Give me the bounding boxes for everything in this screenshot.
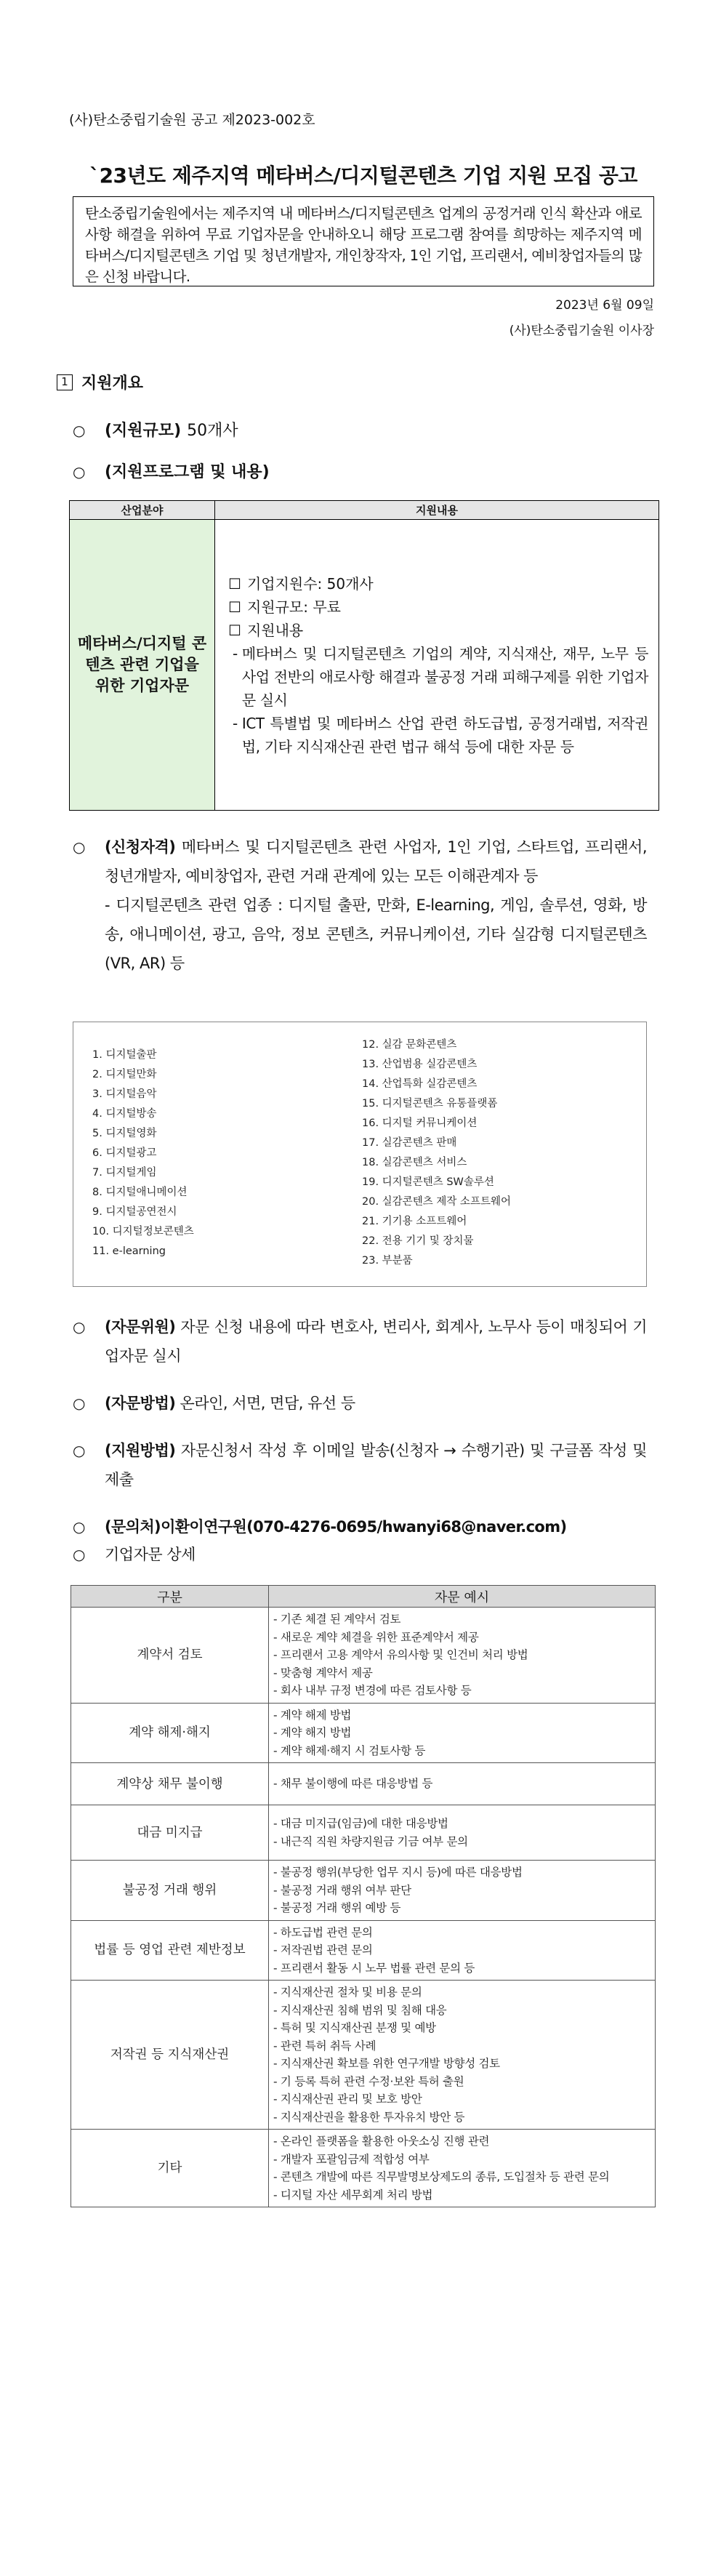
example-line: - 불공정 거래 행위 예방 등	[273, 1901, 401, 1914]
example-line: - 대금 미지급(임금)에 대한 대응방법	[273, 1817, 448, 1830]
list-item: 17. 실감콘텐츠 판매	[362, 1137, 457, 1149]
intro-box	[73, 196, 654, 286]
example-line: - 내근직 직원 차량지원금 기금 여부 문의	[273, 1834, 468, 1848]
bullet-icon: ○	[73, 838, 85, 856]
example-line: - 계약 해제 방법	[273, 1708, 352, 1722]
bullet-icon: ○	[73, 422, 86, 439]
contact-text: 이환이연구원(070-4276-0695/hwanyi68@naver.com)	[161, 1518, 567, 1536]
advisors-label: (자문위원)	[105, 1318, 176, 1336]
contact-block	[73, 1512, 669, 1541]
program-table-header-content: 지원내용	[215, 501, 659, 520]
apply-label: (지원방법)	[105, 1442, 176, 1459]
page-title: `23년도 제주지역 메타버스/디지털콘텐츠 기업 지원 모집 공고	[89, 164, 637, 188]
row-category: 대금 미지급	[71, 1805, 269, 1861]
example-line: - 지식재산권 절차 및 비용 문의	[273, 1986, 422, 1999]
example-line: - 온라인 플랫폼을 활용한 아웃소싱 진행 관련	[273, 2135, 490, 2148]
industry-list-right	[362, 1035, 632, 1279]
list-item: 20. 실감콘텐츠 제작 소프트웨어	[362, 1196, 511, 1208]
program-table-header-field: 산업분야	[70, 501, 215, 520]
list-item: 14. 산업특화 실감콘텐츠	[362, 1078, 478, 1090]
eligibility-label: (신청자격)	[105, 838, 176, 856]
detail-table	[71, 1585, 656, 2207]
example-line: - 지식재산권 관리 및 보호 방안	[273, 2093, 422, 2106]
program-item-text: 지원규모: 무료	[246, 598, 341, 616]
list-item: 1. 디지털출판	[92, 1049, 157, 1061]
row-category: 계약서 검토	[71, 1608, 269, 1704]
program-field-cell	[70, 520, 215, 811]
row-examples	[269, 1805, 656, 1861]
table-row	[71, 2130, 656, 2207]
checkbox-icon: ☐	[228, 574, 241, 593]
detail-table-header-examples: 자문 예시	[269, 1586, 656, 1608]
example-line: - 계약 해제·해지 시 검토사항 등	[273, 1744, 426, 1757]
example-line: - 기존 체결 된 계약서 검토	[273, 1613, 401, 1626]
example-line: - 회사 내부 규정 변경에 따른 검토사항 등	[273, 1684, 472, 1697]
row-category: 계약상 채무 불이행	[71, 1763, 269, 1805]
checkbox-icon: ☐	[228, 598, 241, 616]
example-line: - 지식재산권 확보를 위한 연구개발 방향성 검토	[273, 2057, 500, 2070]
section-number-box: 1	[57, 374, 73, 390]
eligibility-sub: - 디지털콘텐츠 관련 업종 : 디지털 출판, 만화, E-learning, 게임, 솔루션, 영화, 방송, 애니메이션, 광고, 음악, 정보 콘텐츠, 커뮤니케이션, 기타 실감형 디지털콘텐츠(VR, AR) 등	[105, 896, 647, 972]
program-heading	[73, 460, 270, 482]
example-line: - 지식재산권 침해 범위 및 침해 대응	[273, 2003, 447, 2017]
list-item: 7. 디지털게임	[92, 1167, 157, 1179]
example-line: - 개발자 포괄임금제 적합성 여부	[273, 2152, 430, 2166]
list-item: 16. 디지털 커뮤니케이션	[362, 1118, 478, 1129]
eligibility-text: 메타버스 및 디지털콘텐츠 관련 사업자, 1인 기업, 스타트업, 프리랜서, 청년개발자, 예비창업자, 관련 거래 관계에 있는 모든 이해관계자 등	[105, 838, 647, 885]
program-content-cell	[215, 520, 659, 811]
bullet-icon: ○	[73, 1318, 85, 1336]
support-scale	[73, 418, 238, 441]
notice-date: 2023년 6월 09일	[555, 298, 654, 313]
bullet-icon: ○	[73, 1395, 85, 1412]
row-examples	[269, 1920, 656, 1981]
program-item	[228, 572, 648, 595]
example-line: - 프리랜서 고용 계약서 유의사항 및 인건비 처리 방법	[273, 1648, 528, 1661]
program-heading-label: (지원프로그램 및 내용)	[105, 463, 270, 481]
example-line: - 맞춤형 계약서 제공	[273, 1666, 373, 1680]
list-item: 4. 디지털방송	[92, 1108, 157, 1120]
program-item	[228, 595, 648, 619]
example-line: - 특허 및 지식재산권 분쟁 및 예방	[273, 2021, 436, 2034]
row-category: 불공정 거래 행위	[71, 1861, 269, 1921]
example-line: - 디지털 자산 세무회계 처리 방법	[273, 2188, 433, 2202]
row-category: 기타	[71, 2130, 269, 2207]
program-detail	[228, 712, 648, 758]
row-examples	[269, 1608, 656, 1704]
checkbox-icon: ☐	[228, 621, 241, 639]
industry-list-left	[92, 1046, 362, 1279]
example-line: - 하도급법 관련 문의	[273, 1925, 373, 1939]
example-line: - 프리랜서 활동 시 노무 법률 관련 문의 등	[273, 1961, 475, 1975]
program-item	[228, 619, 648, 642]
list-item: 12. 실감 문화콘텐츠	[362, 1039, 457, 1051]
table-row	[71, 1981, 656, 2130]
list-item: 3. 디지털음악	[92, 1088, 157, 1100]
detail-table-header-category: 구분	[71, 1586, 269, 1608]
section-heading	[57, 371, 143, 393]
example-line: - 채무 불이행에 따른 대응방법 등	[273, 1777, 433, 1791]
row-category: 법률 등 영업 관련 제반정보	[71, 1920, 269, 1981]
program-table	[69, 500, 659, 811]
support-scale-label: (지원규모)	[105, 422, 182, 440]
row-examples	[269, 1703, 656, 1763]
program-field: 메타버스/디지털 콘텐츠 관련 기업을 위한 기업자문	[77, 635, 207, 694]
table-row	[71, 1805, 656, 1861]
eligibility-block	[73, 832, 647, 978]
list-item: 11. e-learning	[92, 1245, 166, 1257]
list-item: 2. 디지털만화	[92, 1069, 157, 1080]
example-line: - 관련 특허 취득 사례	[273, 2039, 376, 2053]
list-item: 15. 디지털콘텐츠 유통플랫폼	[362, 1098, 498, 1110]
list-item: 22. 전용 기기 및 장치물	[362, 1235, 474, 1247]
list-item: 18. 실감콘텐츠 서비스	[362, 1157, 467, 1168]
industry-list-box	[73, 1022, 647, 1287]
table-row	[71, 1608, 656, 1704]
contact-label: (문의처)	[105, 1518, 161, 1536]
bullet-icon: ○	[73, 1546, 85, 1563]
table-row	[71, 1861, 656, 1921]
notice-number: (사)탄소중립기술원 공고 제2023-002호	[69, 112, 315, 128]
example-line: - 새로운 계약 체결을 위한 표준계약서 제공	[273, 1630, 479, 1644]
details-heading-text: 기업자문 상세	[105, 1546, 196, 1563]
example-line: - 불공정 거래 행위 여부 판단	[273, 1883, 411, 1897]
table-row	[71, 1703, 656, 1763]
list-item: 6. 디지털광고	[92, 1147, 157, 1159]
list-item: 8. 디지털애니메이션	[92, 1187, 188, 1198]
advisors-text: 자문 신청 내용에 따라 변호사, 변리사, 회계사, 노무사 등이 매칭되어 기업자문 실시	[105, 1318, 647, 1365]
bullet-icon: ○	[73, 1518, 85, 1536]
dash-mark: -	[233, 714, 238, 732]
row-category: 계약 해제·해지	[71, 1703, 269, 1763]
table-row	[71, 1920, 656, 1981]
list-item: 21. 기기용 소프트웨어	[362, 1216, 467, 1227]
program-item-text: 기업지원수: 50개사	[246, 574, 374, 593]
row-examples	[269, 2130, 656, 2207]
apply-block	[73, 1436, 647, 1494]
list-item: 5. 디지털영화	[92, 1128, 157, 1139]
example-line: - 지식재산권을 활용한 투자유치 방안 등	[273, 2110, 465, 2124]
section-title: 지원개요	[81, 374, 144, 393]
bullet-icon: ○	[73, 1442, 85, 1459]
list-item: 10. 디지털정보콘텐츠	[92, 1226, 194, 1237]
method-label: (자문방법)	[105, 1395, 176, 1412]
row-category: 저작권 등 지식재산권	[71, 1981, 269, 2130]
example-line: - 기 등록 특허 관련 수정·보완 특허 출원	[273, 2074, 464, 2088]
details-heading	[73, 1540, 647, 1569]
row-examples	[269, 1763, 656, 1805]
apply-text: 자문신청서 작성 후 이메일 발송(신청자 → 수행기관) 및 구글폼 작성 및 제출	[105, 1442, 647, 1488]
row-examples	[269, 1861, 656, 1921]
program-detail-text: ICT 특별법 및 메타버스 산업 관련 하도급법, 공정거래법, 저작권법, 기타 지식재산권 관련 법규 해석 등에 대한 자문 등	[241, 714, 648, 755]
example-line: - 콘텐츠 개발에 따른 직무발명보상제도의 종류, 도입절차 등 관련 문의	[273, 2170, 610, 2183]
program-detail	[228, 642, 648, 712]
program-detail-text: 메타버스 및 디지털콘텐츠 기업의 계약, 지식재산, 재무, 노무 등 사업 전반의 애로사항 해결과 불공정 거래 피해구제를 위한 기업자문 실시	[241, 644, 648, 709]
method-text: 온라인, 서면, 면담, 유선 등	[180, 1395, 355, 1412]
table-row	[71, 1763, 656, 1805]
list-item: 23. 부분품	[362, 1255, 413, 1267]
method-block	[73, 1389, 647, 1418]
program-item-text: 지원내용	[246, 621, 304, 639]
list-item: 13. 산업범용 실감콘텐츠	[362, 1059, 478, 1070]
example-line: - 불공정 행위(부당한 업무 지시 등)에 따른 대응방법	[273, 1866, 523, 1879]
row-examples	[269, 1981, 656, 2130]
list-item: 9. 디지털공연전시	[92, 1206, 177, 1218]
advisors-block	[73, 1312, 647, 1371]
issuer: (사)탄소중립기술원 이사장	[509, 324, 654, 338]
list-item: 19. 디지털콘텐츠 SW솔루션	[362, 1176, 494, 1188]
intro-text: 탄소중립기술원에서는 제주지역 내 메타버스/디지털콘텐츠 업계의 공정거래 인식 확산과 애로사항 해결을 위하여 무료 기업자문을 안내하오니 해당 프로그램 참여를 희망하는 제주지역 메타버스/디지털콘텐츠 기업 및 청년개발자, 개인창작자, 1인 기업, 프리랜서, 예비창업자들의 많은 신청 바랍니다.	[85, 205, 642, 285]
bullet-icon: ○	[73, 463, 86, 481]
example-line: - 계약 해지 방법	[273, 1726, 352, 1739]
example-line: - 저작권법 관련 문의	[273, 1943, 373, 1957]
dash-mark: -	[233, 644, 238, 662]
support-scale-value: 50개사	[187, 422, 238, 440]
